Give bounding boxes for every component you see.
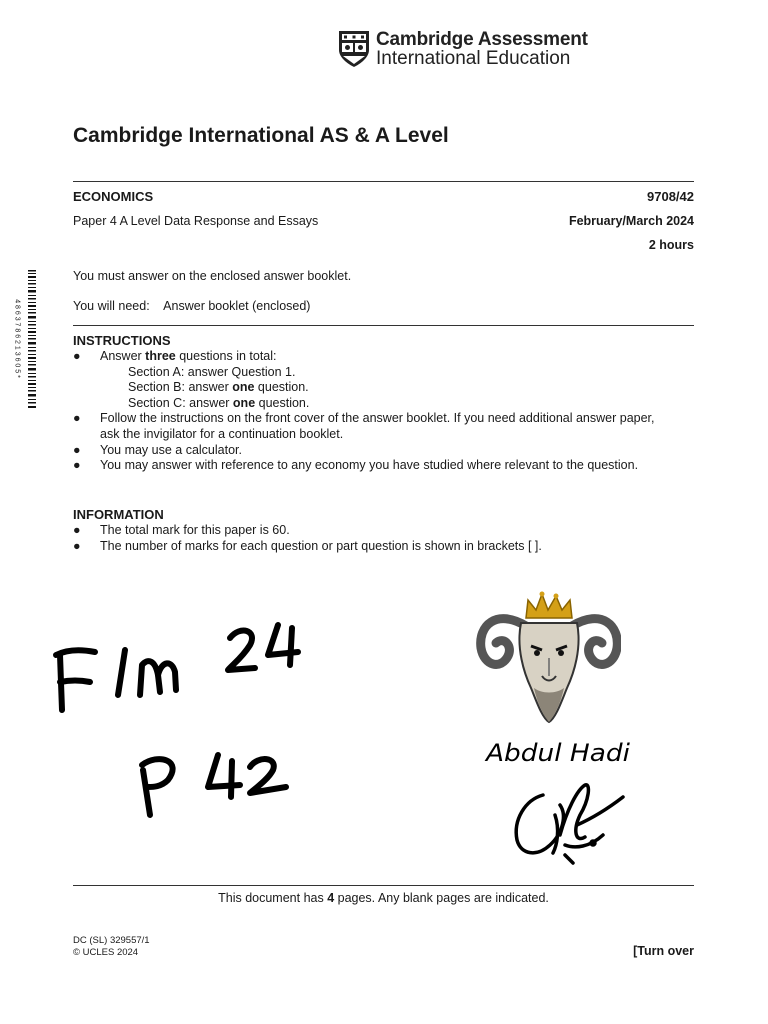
bullet-icon: ● xyxy=(73,349,81,363)
logo-line-2: International Education xyxy=(376,48,571,69)
instructions-section xyxy=(73,333,694,474)
ram-crown-illustration xyxy=(476,588,621,726)
need-value: Answer booklet (enclosed) xyxy=(163,299,311,313)
paper-title: Paper 4 A Level Data Response and Essays xyxy=(73,214,319,228)
section-a-line: Section A: answer Question 1. xyxy=(128,364,296,379)
handwritten-fm24 xyxy=(40,610,310,730)
handwritten-name xyxy=(484,735,634,771)
bullet-icon: ● xyxy=(73,411,81,426)
paper-code: 9708/42 xyxy=(647,189,694,204)
list-item: ● Follow the instructions on the front cover of the answer booklet. If you need additional answer paper, ask the invigilator for a continuation booklet. xyxy=(73,411,655,441)
page-count-text: This document has 4 pages. Any blank pages are indicated. xyxy=(218,891,549,905)
divider xyxy=(73,885,694,886)
barcode-number-strip xyxy=(12,270,22,410)
logo-line-1: Cambridge Assessment xyxy=(376,29,588,50)
information-heading: INFORMATION xyxy=(73,507,164,522)
you-will-need xyxy=(73,299,310,313)
list-item: ● The number of marks for each question or part question is shown in brackets [ ]. xyxy=(73,538,542,553)
instructions-heading: INSTRUCTIONS xyxy=(73,333,171,348)
svg-text:Abdul Hadi: Abdul Hadi xyxy=(484,739,631,767)
section-b-line: Section B: answer one question. xyxy=(128,380,309,395)
must-answer-text: You must answer on the enclosed answer booklet. xyxy=(73,269,352,283)
list-item: ● You may answer with reference to any economy you have studied where relevant to the question. xyxy=(73,458,639,473)
cambridge-logo xyxy=(338,30,588,68)
divider xyxy=(73,181,694,182)
handwritten-p42 xyxy=(128,735,298,825)
barcode xyxy=(28,270,36,410)
page-title: Cambridge International AS & A Level xyxy=(73,124,449,147)
barcode-number: 4 8 6 3 7 8 6 2 1 3 6 0 5 * xyxy=(13,299,21,378)
section-c-line: Section C: answer one question. xyxy=(128,395,310,410)
barcode-stripe-icon xyxy=(28,270,36,410)
signature xyxy=(505,775,635,870)
copyright: © UCLES 2024 xyxy=(73,947,139,958)
list-item: ● You may use a calculator. xyxy=(73,442,242,457)
list-item: ● The total mark for this paper is 60. xyxy=(73,523,290,537)
list-item: ● Answer three questions in total: xyxy=(73,349,277,363)
cambridge-shield-icon xyxy=(338,30,370,68)
document-code: DC (SL) 329557/1 xyxy=(73,935,150,946)
subject: ECONOMICS xyxy=(73,189,154,204)
turn-over-text: [Turn over xyxy=(633,944,694,958)
divider xyxy=(73,325,694,326)
bullet-icon: ● xyxy=(73,442,81,457)
bullet-icon: ● xyxy=(73,538,81,553)
bullet-icon: ● xyxy=(73,458,81,473)
exam-duration: 2 hours xyxy=(648,238,694,252)
need-label: You will need: xyxy=(73,299,150,313)
bullet-icon: ● xyxy=(73,523,81,537)
exam-session: February/March 2024 xyxy=(568,214,694,228)
information-section xyxy=(73,507,694,554)
